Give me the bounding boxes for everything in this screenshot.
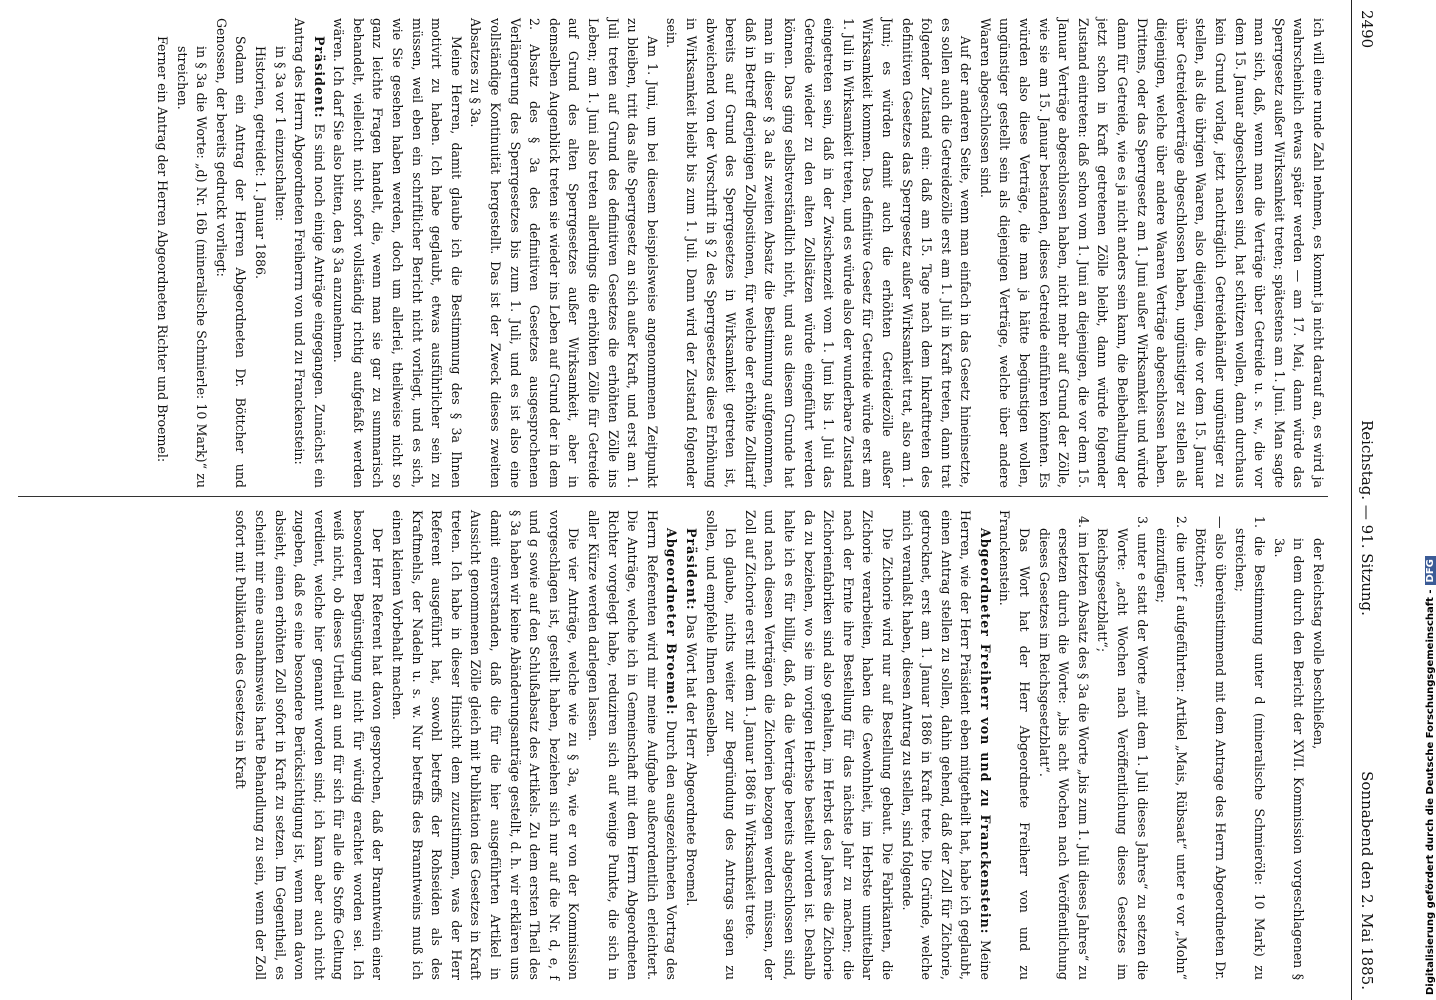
motion-item: 4. im letzten Absatz des § 3a die Worte „bis zum 1. Juli dieses Jahres“ zu ersetzen durch die Worte: „bis acht Wochen nach Veröffentlichung dieses Gesetzes im Reichsgesetzblatt“. <box>1036 516 1091 980</box>
notice-text: Digitalisierung gefördert durch die Deutsche Forschungsgemeinschaft - <box>1425 589 1436 995</box>
dfg-logo: DFG <box>1425 556 1436 585</box>
motion-item: — also übereinstimmend mit dem Antrage des Herrn Abgeordneten Dr. Böttcher; <box>1193 516 1229 980</box>
session-date: Sonnabend den 2. Mai 1885. <box>1358 771 1376 990</box>
paragraph: Die Zichorie wird nur auf Bestellung gebaut. Die Fabrikanten, die Zichorie verarbeiten, haben die Gewohnheit, im Herbste unmittelbar nach der Ernte ihre Bestellung für das nächste Jahr zu machen; die Zichorienfabriken sind also gehalten, im Herbst des Jahres die Zichorie da zu beziehen, wo sie im vorigen Herbste bestellt worden ist. Deshalb halte ich es für billig, daß, da die Verträge bereits abgeschlossen sind, und nach diesen Verträgen die Zichorien bezogen werden müssen, der Zoll auf Zichorie erst mit dem 1. Januar 1886 in Wirksamkeit trete. <box>742 510 895 980</box>
notice-text-wrapper <box>1425 556 1436 995</box>
speaker-label: Präsident: <box>684 528 699 611</box>
motion-item: 3. unter e statt der Worte „mit dem 1. Juli dieses Jahres“ zu setzen die Worte: „acht Wochen nach Veröffentlichung dieses Gesetzes im Reichsgesetzblatt“; <box>1095 516 1150 980</box>
right-column <box>8 510 1328 980</box>
speech-block <box>897 510 995 980</box>
amendment-quote: Historien, getreidet: 1. Januar 1886. <box>252 46 268 280</box>
paragraph: Auf der anderen Seite, wenn man einfach in das Gesetz hineinsetzte, es sollen auch die Getreidezölle erst am 1. Juli in Kraft treten, dann trat folgender Zustand ein: daß am 15. Tage nach dem Inkrafttreten des definitiven Gesetzes das Sperrgesetz außer Wirksamkeit trat, also am 1. Juni; es würden damit auch die erhöhten Getreidezölle außer Wirksamkeit kommen. Das definitive Gesetz für Getreide würde erst am 1. Juli in Wirksamkeit treten, und es würde also der wunderbare Zustand eingetreten sein, daß in der Zwischenzeit vom 1. Juni bis 1. Juli das Getreide wieder zu den alten Zollsätzen würde eingeführt werden können. Das ging selbstverständlich nicht, und aus diesem Grunde hat man in dieser § 3a als zweiten Absatz die Bestimmung aufgenommen, daß in Betreff derjenigen Zollpositionen, für welche der erhöhte Zolltarif bereits auf Grund des Sperrgesetzes in Wirksamkeit getreten ist, abweichend von der Vorschrift in § 2 des Sperrgesetzes diese Erhöhung in Wirksamkeit bleibt bis zum 1. Juli. Dann wird der Zustand folgender sein. <box>664 18 974 488</box>
speaker-label: Abgeordneter Broemel: <box>664 528 680 716</box>
word-given: Das Wort hat der Herr Abgeordnete Freiherr von und zu Franckenstein. <box>997 510 1033 980</box>
speech-text: Meine Herren, wie der Herr Präsident eben mitgetheilt hat, habe ich geglaubt, einen Antrag stellen zu sollen, dahin gehend, daß der Zoll für Zichorie, getrocknet, erst am 1. Januar 1886 in Kraft trete. Die Gründe, welche mich veranlaßt haben, diesen Antrag zu stellen, sind folgende. <box>899 510 993 980</box>
page-number: 2490 <box>1358 10 1376 49</box>
paragraph: Meine Herren, damit glaube ich die Bestimmung des § 3a Ihnen motivirt zu haben. Ich habe geglaubt, etwas ausführlicher sein zu müssen, weil eben ein schriftlicher Bericht nicht vorliegt, und es sich, wie Sie gesehen haben werden, doch um allerlei, theilweise nicht so ganz leichte Fragen handelt, die, wenn man sie gar zu summarisch behandelt, vielleicht nicht sofort vollständig richtig aufgefaßt werden wären. Ich darf Sie also bitten, den § 3a anzunehmen. <box>331 18 464 488</box>
president-remark <box>681 510 701 980</box>
paragraph: Der Herr Referent hat davon gesprochen, daß der Branntwein einer besonderen Begünstigung nicht für würdig erachtet worden sei. Ich weiß nicht, ob dieses Urtheil an und für sich für alle die Stoffe Geltung verdient, welche hier genannt worden sind; ich kann aber auch nicht zugeben, daß es eine besondere Berücksichtigung ist, wenn man davon absieht, einen erhöhten Zoll sofort in Kraft zu setzen. Im Gegentheil, es scheint mir eine ausnahmsweis harte Behandlung zu sein, wenn der Zoll sofort mit Publikation des Gesetzes in Kraft <box>233 510 386 980</box>
paragraph: ich will eine runde Zahl nehmen, es kommt ja nicht darauf an, es wird ja wahrscheinlich etwas später werden — am 17. Mai, dann würde das Sperrgesetz außer Wirksamkeit treten; spätestens am 1. Juni. Man sagte man sich, daß, wenn man die Verträge über Getreide u. s. w., die vor dem 15. Januar abgeschlossen sind, hat schützen wollen, dann durchaus kein Grund vorlag, jetzt nachträglich Getreidehändler ungünstiger zu stellen, als die übrigen Waaren, also diejenigen, die vor dem 15. Januar über Getreideverträge abgeschlossen haben, ungünstiger zu stellen als diejenigen, welche über andere Waaren Verträge abgeschlossen haben. Drittens, oder das Sperrgesetz am 1. Juni außer Wirksamkeit und würde dann für Getreide, wie es ja nicht anders sein kann, die Beibehaltung der jetzt schon in Kraft getretenen Zölle bleibt, dann würde folgender Zustand eintreten: daß schon vom 1. Juni an diejenigen, die vor dem 15. Januar Verträge abgeschlossen haben, nicht mehr auf Grund der Zölle, wie sie am 15. Januar bestanden, dieses Getreide einführen könnten. Es würden also diese Verträge, die man ja hätte begünstigen wollen, ungünstiger gestellt sein als diejenigen Verträge, welche über andere Waaren abgeschlossen sind. <box>977 18 1326 488</box>
digitization-notice <box>1400 0 1436 1000</box>
motion-intro: der Reichstag wolle beschließen, <box>1311 538 1326 750</box>
session-title: Reichstag. — 91. Sitzung. <box>1358 420 1376 616</box>
page-header <box>1351 0 1380 1000</box>
paragraph: Ich glaube, nichts weiter zur Begründung des Antrags sagen zu sollen, und empfehle Ihnen denselben. <box>703 510 739 980</box>
motion-item: 1. die Bestimmung unter d (mineralische Schmieröle: 10 Mark) zu streichen; <box>1232 516 1268 980</box>
column-divider <box>18 496 1328 497</box>
speech-text: Es sind noch einige Anträge eingegangen. Zunächst ein Antrag des Herrn Abgeordneten Freiherrn von und zu Franckenstein: <box>292 18 327 488</box>
speech-text: Durch den ausgezeichneten Vortrag des Herrn Referenten wird mir meine Aufgabe außerordentlich erleichtert. Die Anträge, welche ich in Gemeinschaft mit dem Herrn Abgeordneten Richter vorgelegt habe, reduziren sich auf wenige Punkte, die sich in aller Kürze werden darlegen lassen. <box>586 510 680 981</box>
second-motion-quote: in § 3a die Worte: „d) Nr. 16b (mineralische Schmierle: 10 Mark)“ zu streichen. <box>174 46 210 488</box>
second-motion: Sodann ein Antrag der Herren Abgeordneten Dr. Böttcher und Genossen, der bereits gedruckt vorliegt: <box>213 18 249 488</box>
motion-intro-2: in dem durch den Bericht der XVII. Kommission vorgeschlagenen § 3a. <box>1271 538 1307 980</box>
left-column <box>8 18 1328 488</box>
paragraph: Am 1. Juni, um bei diesem beispielsweise angenommenen Zeitpunkt zu bleiben, tritt das alte Sperrgesetz an sich außer Kraft, und erst am 1. Juli treten auf Grund des definitiven Gesetzes die erhöhten Zölle ins Leben; am 1. Juni also treten allerdings die erhöhten Zölle für Getreide auf Grund des alten Sperrgesetzes außer Wirksamkeit, aber in demselben Augenblick treten sie wieder ins Leben auf Grund der in dem 2. Absatz des § 3a des definitiven Gesetzes ausgesprochenen Verlängerung des Sperrgesetzes bis zum 1. Juli, und es ist also eine vollständige Kontinuität hergestellt. Das ist der Zweck dieses zweiten Absatzes zu § 3a. <box>468 18 660 488</box>
speech-text: Das Wort hat der Herr Abgeordnete Broemel. <box>684 614 699 907</box>
paragraph: Die vier Anträge, welche wie zu § 3a, wie er von der Kommission vorgeschlagen ist, gestellt haben, beziehen sich nur auf die Nr. d, e, f und g sowie auf den Schlußabsatz des Artikels. Zu dem ersten Theil des § 3a haben wir keine Abänderungsanträge gestellt, d. h. wir erklären uns damit einverstanden, daß die für die hier ausgeführten Artikel in Aussicht genommenen Zölle gleich mit Publikation des Gesetzes in Kraft treten. Ich habe in dieser Hinsicht dem zuzustimmen, was der Herr Referent ausgeführt hat, sowohl betreffs der Rohseiden als des Kraftmehls, der Nadeln u. s. w. Nur betreffs des Branntweins muß ich einen kleinen Vorbehalt machen. <box>390 510 582 980</box>
motion-item: 2. die unter f aufgeführten: Artikel „Mais, Rübsaat“ unter e vor „Mohn“ einzufügen; <box>1154 516 1189 980</box>
third-motion: Ferner ein Antrag der Herren Abgeordneten Richter und Broemel: <box>154 36 170 463</box>
amendment-intro: in § 3a vor 1 einzuschalten: <box>272 46 288 222</box>
speaker-label: Abgeordneter Freiherr von und zu Franckenstein: <box>977 528 993 935</box>
speaker-label: Präsident: <box>311 36 327 119</box>
president-remark <box>290 18 329 488</box>
speech-block <box>583 510 681 980</box>
